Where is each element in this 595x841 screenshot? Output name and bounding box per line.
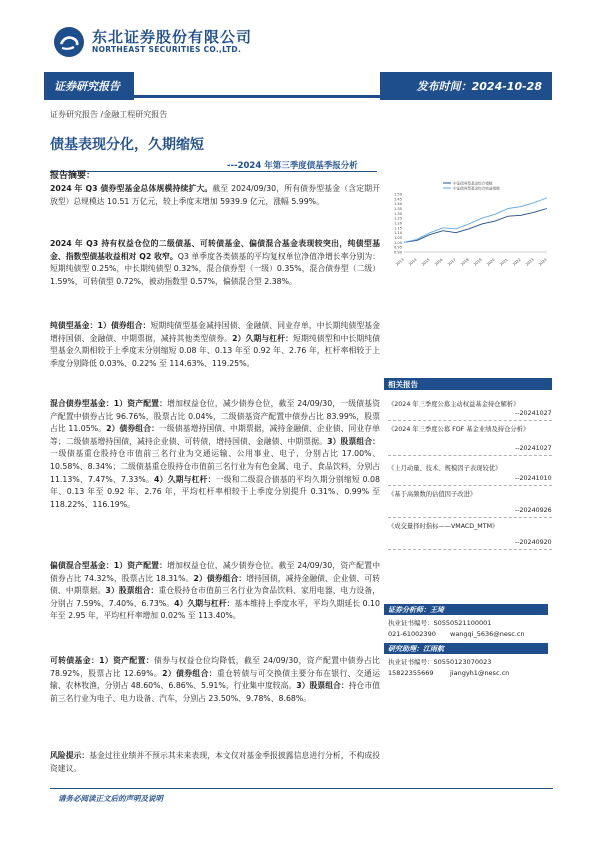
paragraph-risk: 风险提示：基金过往业绩并不预示其未来表现，本文仅对基金季报披露信息进行分析，不构成投资建议。 — [50, 751, 380, 773]
paragraph-convertible: 可转债基金：1）资产配置：债券与权益仓位均降低，截至 24/09/30，资产配置中债券占比 78.92%，股票占比 12.69%。2）债券组合：重仓转债与可交换债主要分布在银行、交通运输、农林牧渔，分别占 48.60%、6.86%、5.91%，行业集中度较高。3）股票组合：持仓市值前三名行业为电子、电力设备、汽车，分别占 23.50%、9.78%、8.68%。 — [50, 656, 381, 703]
footer-divider — [50, 788, 553, 789]
divider — [388, 420, 552, 421]
paragraph-mixed-bond: 混合债券型基金：1）资产配置：增加权益仓位，减少债券仓位，截至 24/09/30，一级债基资产配置中债券占比 96.76%，股票占比 0.04%，二级债基资产配置中债券占比 83.99%，股票占比 11.05%。2）债券组合：一级债基增持国债、中期票据，减持金融债、企业债、同业存单等；二级债基增持国债，减持企业债、可转债，增持国债、金融债、中期票据。3）股票组合：一级债基重仓股持仓市值前三名行业为交通运输、公用事业、电子，分别占比 17.00%、10.58%、8.34%；二级债基重仓股持仓市值前三名行业为有色金属、电子、食品饮料，分别占 11.13%、7.47%、7.33%。4）久期与杠杆：一级和二级混合债基的平均久期分别缩短 0.08 年、0.13 年至 0.92 年、2.76 年，平均杠杆率相较于上季度分别提升 0.31%、0.99% 至 118.22%、116.19%。 — [50, 399, 380, 509]
assistant-phone: 15822355669 — [388, 669, 434, 677]
paragraph-pure-bond: 纯债型基金：1）债券组合：短期纯债型基金减持国债、金融债、同业存单，中长期纯债型基金增持国债、金融债、中期票据，减持其他类型债券。2）久期与杠杆：短期纯债型和中长期纯债型基金久期相较于上季度末分别缩短 0.08 年、0.13 年至 0.92 年、2.76 年，杠杆率相较于上季度分别降低 0.03%、0.22% 至 114.63%、119.25%。 — [50, 321, 381, 368]
related-report-item[interactable]: 《2024 年三季度公募主动权益基金持仓解析》 — [388, 401, 520, 408]
divider — [388, 485, 552, 486]
analyst-header: 证券分析师：王琦 — [384, 604, 548, 615]
x-tick-label: 2017 — [447, 257, 457, 267]
analyst-phone: 021-61002390 — [388, 630, 436, 638]
y-tick-label: 0.95 — [393, 245, 402, 250]
y-tick-label: 1.30 — [393, 211, 402, 216]
related-report-date: --20241027 — [515, 410, 552, 417]
analyst-cert: 执业证书编号：S0550521100001 — [388, 619, 492, 627]
publish-date: 发布时间：2024-10-28 — [416, 80, 542, 93]
related-report-date: --20241027 — [515, 445, 552, 452]
x-tick-label: 2013 — [395, 257, 405, 267]
y-tick-label: 1.35 — [393, 207, 402, 211]
related-report-item[interactable]: 《上月动量、技术、规模因子表现较优》 — [388, 465, 502, 472]
x-tick-label: 2014 — [408, 257, 418, 267]
paragraph-hybrid: 偏债混合型基金：1）资产配置：增加权益仓位，减少债券仓位。截至 24/09/30，资产配置中债券占比 74.32%，股票占比 18.31%。2）债券组合：增持国债，减持金融债、企业债、可转债、中期票据。3）股票组合：重仓股持仓市值前三名行业为食品饮料、家用电器、电力设备，分别占 7.59%、7.40%、6.73%。4）久期与杠杆：基本维持上季度水平，平均久期延长 0.10 年至 2.95 年，平均杠杆率增加 0.02% 至 113.40%。 — [50, 561, 380, 621]
related-report-date: --20241010 — [515, 475, 552, 482]
x-tick-label: 2020 — [486, 257, 496, 267]
breadcrumb: 证券研究报告 /金融工程研究报告 — [50, 110, 168, 119]
x-tick-label: 2018 — [460, 257, 470, 267]
page-subtitle: ---2024 年第三季度债基季报分析 — [227, 161, 358, 171]
series-line-2 — [404, 198, 547, 242]
x-tick-label: 2019 — [473, 257, 483, 267]
page-title: 债基表现分化，久期缩短 — [50, 137, 204, 153]
bond-fund-index-chart — [388, 180, 551, 275]
company-name-cn: 东北证券股份有限公司 — [92, 28, 253, 46]
x-tick-label: 2023 — [525, 257, 535, 267]
footer-disclaimer: 请务必阅读正文后的声明及说明 — [58, 794, 163, 803]
summary-label: 报告摘要： — [50, 171, 96, 181]
y-tick-label: 1.25 — [393, 216, 402, 221]
x-tick-label: 2022 — [512, 257, 522, 267]
y-tick-label: 0.90 — [393, 250, 402, 255]
y-tick-label: 1.45 — [393, 197, 402, 202]
y-tick-label: 1.10 — [393, 231, 402, 236]
x-tick-label: 2021 — [499, 257, 509, 267]
assistant-header: 研究助理：江雨航 — [384, 643, 548, 654]
company-logo-icon — [54, 27, 84, 57]
y-tick-label: 1.15 — [393, 226, 402, 231]
legend-label: 中证债券型基金综合指数 — [453, 181, 493, 186]
divider — [388, 517, 552, 518]
paragraph-performance: 2024 年 Q3 持有权益仓位的二级债基、可转债基金、偏债混合基金表现较突出，纯债型基金、指数型债基收益相对 Q2 收窄。Q3 单季度各类债基的平均复权单位净值净增长率分别为：短期纯债型 0.25%，中长期纯债型 0.32%，混合债券型（一级）0.35%，混合债券型（二级）1.59%，可转债型 0.72%，被动指数型 0.57%，偏债混合型 2.38%。 — [50, 239, 380, 286]
report-type-label: 证券研究报告 — [54, 80, 120, 93]
related-report-date: --20240926 — [515, 507, 552, 514]
y-tick-label: 1.00 — [393, 240, 402, 245]
x-tick-label: 2024 — [538, 257, 548, 267]
x-tick-label: 2015 — [421, 257, 431, 267]
related-report-item[interactable]: 《成交量择时指标——VMACD_MTM》 — [388, 523, 499, 530]
related-report-date: --20240920 — [515, 539, 552, 546]
related-reports-header: 相关报告 — [384, 378, 552, 390]
company-name-en: NORTHEAST SECURITIES CO.,LTD. — [92, 45, 242, 54]
paragraph-scale: 2024 年 Q3 债券型基金总体规模持续扩大。截至 2024/09/30，所有债券型基金（含定期开放型）总规模达 10.51 万亿元，较上季度末增加 5939.9 亿元，涨幅 5.99%。 — [50, 184, 380, 206]
related-report-item[interactable]: 《基于高频数的估值因子改进》 — [388, 491, 477, 498]
analyst-email[interactable]: wangqi_5636@nesc.cn — [450, 630, 525, 638]
y-tick-label: 1.40 — [393, 202, 402, 207]
divider — [388, 455, 552, 456]
divider — [388, 549, 552, 550]
related-report-item[interactable]: 《2024 年三季度公募 FOF 基金业绩及持仓分析》 — [388, 426, 530, 433]
legend-label: 中证债券型基金综合收益指数 — [453, 186, 500, 191]
title-divider — [50, 171, 377, 172]
assistant-cert: 执业证书编号：S0550123070023 — [388, 658, 492, 666]
y-tick-label: 1.05 — [393, 236, 402, 240]
series-line-1 — [404, 209, 547, 243]
assistant-email[interactable]: jiangyh1@nesc.cn — [450, 669, 510, 677]
y-tick-label: 1.20 — [393, 221, 402, 226]
report-type-bar — [44, 72, 552, 100]
x-tick-label: 2016 — [434, 257, 444, 267]
y-tick-label: 1.50 — [393, 192, 402, 197]
